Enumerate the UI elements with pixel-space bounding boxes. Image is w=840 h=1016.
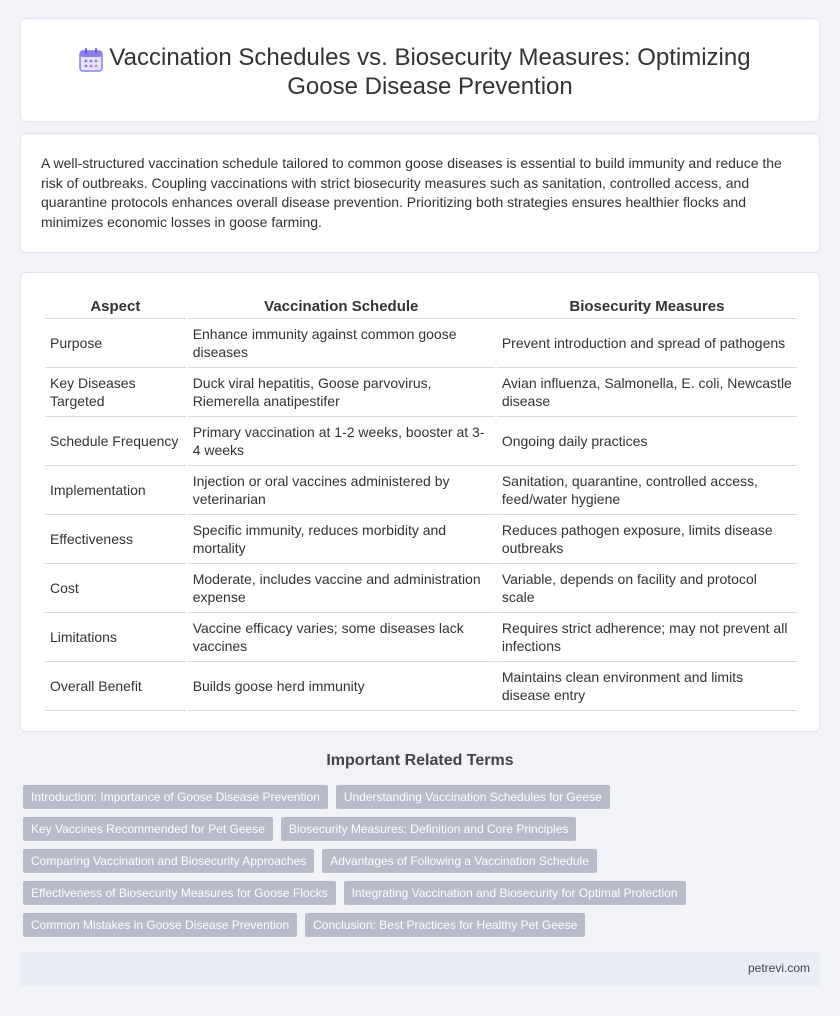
row-vaccination: Duck viral hepatitis, Goose parvovirus, Riemerella anatipestifer [188, 368, 495, 417]
related-term-tag[interactable]: Understanding Vaccination Schedules for Geese [336, 785, 610, 809]
table-row [45, 466, 797, 515]
row-vaccination: Primary vaccination at 1-2 weeks, booster at 3-4 weeks [188, 417, 495, 466]
related-term-tag[interactable]: Biosecurity Measures: Definition and Core Principles [281, 817, 576, 841]
row-biosecurity: Prevent introduction and spread of pathogens [497, 319, 797, 368]
row-aspect: Schedule Frequency [45, 417, 186, 466]
comparison-table [43, 295, 799, 711]
related-terms-heading: Important Related Terms [326, 752, 514, 769]
row-vaccination: Injection or oral vaccines administered by veterinarian [188, 466, 495, 515]
row-aspect: Cost [45, 564, 186, 613]
row-vaccination: Builds goose herd immunity [188, 662, 495, 711]
table-row [45, 613, 797, 662]
related-term-tag[interactable]: Advantages of Following a Vaccination Schedule [322, 849, 597, 873]
row-biosecurity: Maintains clean environment and limits disease entry [497, 662, 797, 711]
row-aspect: Effectiveness [45, 515, 186, 564]
table-row [45, 368, 797, 417]
header-biosecurity-measures: Biosecurity Measures [497, 295, 797, 319]
row-biosecurity: Reduces pathogen exposure, limits disease outbreaks [497, 515, 797, 564]
row-biosecurity: Variable, depends on facility and protocol scale [497, 564, 797, 613]
related-term-tag[interactable]: Comparing Vaccination and Biosecurity Approaches [23, 849, 314, 873]
table-header-row [45, 295, 797, 319]
table-row [45, 515, 797, 564]
row-biosecurity: Sanitation, quarantine, controlled access, feed/water hygiene [497, 466, 797, 515]
related-term-tag[interactable]: Conclusion: Best Practices for Healthy Pet Geese [305, 913, 585, 937]
row-vaccination: Vaccine efficacy varies; some diseases lack vaccines [188, 613, 495, 662]
row-vaccination: Specific immunity, reduces morbidity and mortality [188, 515, 495, 564]
row-aspect: Purpose [45, 319, 186, 368]
related-term-tag[interactable]: Effectiveness of Biosecurity Measures for Goose Flocks [23, 881, 336, 905]
table-row [45, 417, 797, 466]
row-aspect: Overall Benefit [45, 662, 186, 711]
related-terms-list [23, 785, 803, 937]
related-term-tag[interactable]: Integrating Vaccination and Biosecurity for Optimal Protection [344, 881, 686, 905]
title-card [20, 18, 820, 122]
row-aspect: Limitations [45, 613, 186, 662]
row-vaccination: Enhance immunity against common goose diseases [188, 319, 495, 368]
row-biosecurity: Requires strict adherence; may not prevent all infections [497, 613, 797, 662]
header-vaccination-schedule: Vaccination Schedule [188, 295, 495, 319]
row-aspect: Implementation [45, 466, 186, 515]
intro-card [20, 133, 820, 253]
row-biosecurity: Ongoing daily practices [497, 417, 797, 466]
related-term-tag[interactable]: Introduction: Importance of Goose Disease Prevention [23, 785, 328, 809]
table-row [45, 564, 797, 613]
table-row [45, 662, 797, 711]
row-biosecurity: Avian influenza, Salmonella, E. coli, Newcastle disease [497, 368, 797, 417]
row-aspect: Key Diseases Targeted [45, 368, 186, 417]
footer [20, 952, 820, 986]
comparison-table-card [20, 272, 820, 732]
row-vaccination: Moderate, includes vaccine and administration expense [188, 564, 495, 613]
related-term-tag[interactable]: Key Vaccines Recommended for Pet Geese [23, 817, 273, 841]
table-row [45, 319, 797, 368]
header-aspect: Aspect [45, 295, 186, 319]
footer-site-link[interactable]: petrevi.com [747, 961, 810, 975]
related-term-tag[interactable]: Common Mistakes in Goose Disease Prevention [23, 913, 297, 937]
intro-paragraph: A well-structured vaccination schedule tailored to common goose diseases is essential to build immunity and reduce the risk of outbreaks. Coupling vaccinations with strict biosecurity measures such as sanitation, controlled access, and quarantine protocols enhances overall disease prevention. Prioritizing both strategies ensures healthier flocks and minimizes economic losses in goose farming. [41, 155, 782, 230]
page-title: Vaccination Schedules vs. Biosecurity Measures: Optimizing Goose Disease Prevention [109, 44, 751, 100]
